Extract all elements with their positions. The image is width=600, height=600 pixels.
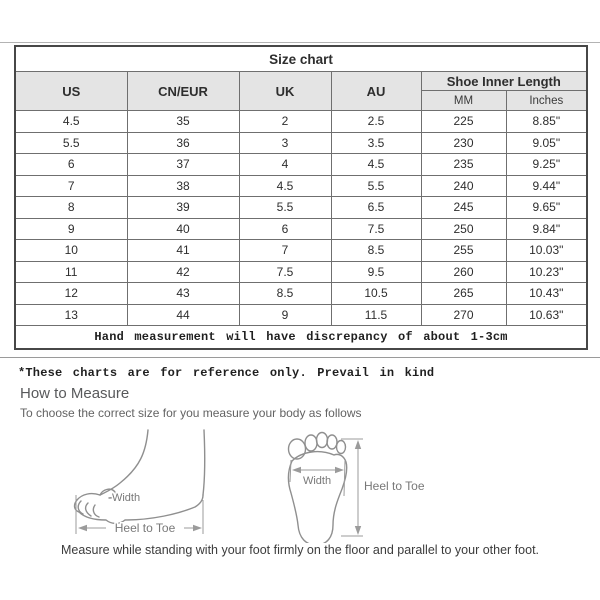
size-cell: 11.5 (331, 304, 421, 326)
how-to-measure-title: How to Measure (20, 385, 130, 402)
size-cell: 8.85" (506, 111, 587, 133)
table-row (15, 283, 587, 305)
table-header-row (15, 72, 587, 91)
size-cell: 7.5 (239, 261, 331, 283)
size-cell: 43 (127, 283, 239, 305)
size-cell: 250 (421, 218, 506, 240)
size-cell: 245 (421, 197, 506, 219)
divider-top (0, 42, 600, 43)
size-cell: 6 (15, 154, 127, 176)
size-cell: 4.5 (331, 154, 421, 176)
size-cell: 5.5 (239, 197, 331, 219)
size-cell: 39 (127, 197, 239, 219)
size-cell: 7 (239, 240, 331, 262)
size-cell: 5.5 (331, 175, 421, 197)
size-cell: 7 (15, 175, 127, 197)
size-table-body (15, 111, 587, 326)
size-cell: 44 (127, 304, 239, 326)
size-cell: 255 (421, 240, 506, 262)
size-cell: 41 (127, 240, 239, 262)
size-cell: 9.05" (506, 132, 587, 154)
size-cell: 38 (127, 175, 239, 197)
reference-note: *These charts are for reference only. Prevail in kind (18, 366, 435, 380)
size-cell: 36 (127, 132, 239, 154)
size-cell: 8 (15, 197, 127, 219)
size-cell: 10.43" (506, 283, 587, 305)
how-to-measure-subtitle: To choose the correct size for you measure your body as follows (20, 406, 362, 420)
size-cell: 35 (127, 111, 239, 133)
size-cell: 6.5 (331, 197, 421, 219)
table-title: Size chart (15, 46, 587, 72)
size-cell: 42 (127, 261, 239, 283)
size-cell: 10 (15, 240, 127, 262)
size-cell: 9.84" (506, 218, 587, 240)
size-cell: 235 (421, 154, 506, 176)
table-row (15, 111, 587, 133)
col-header-mm: MM (421, 91, 506, 111)
footprint-diagram (288, 433, 346, 544)
col-header-inner-length: Shoe Inner Length (421, 72, 587, 91)
footprint-heel-to-toe-label: Heel to Toe (364, 479, 425, 493)
footprint-width-label: Width (302, 475, 332, 487)
size-cell: 2 (239, 111, 331, 133)
size-cell: 4.5 (239, 175, 331, 197)
size-cell: 13 (15, 304, 127, 326)
table-row (15, 304, 587, 326)
size-cell: 40 (127, 218, 239, 240)
table-row (15, 240, 587, 262)
size-cell: 7.5 (331, 218, 421, 240)
size-cell: 4.5 (15, 111, 127, 133)
table-row (15, 175, 587, 197)
size-cell: 6 (239, 218, 331, 240)
size-cell: 240 (421, 175, 506, 197)
size-cell: 225 (421, 111, 506, 133)
table-footnote: Hand measurement will have discrepancy of about 1-3cm (15, 326, 587, 350)
size-cell: 10.23" (506, 261, 587, 283)
size-cell: 270 (421, 304, 506, 326)
col-header-inches: Inches (506, 91, 587, 111)
size-cell: 3.5 (331, 132, 421, 154)
size-cell: 9.25" (506, 154, 587, 176)
size-cell: 2.5 (331, 111, 421, 133)
table-title-row (15, 46, 587, 72)
size-cell: 9.5 (331, 261, 421, 283)
size-cell: 230 (421, 132, 506, 154)
col-header-cn-eur: CN/EUR (127, 72, 239, 111)
col-header-uk: UK (239, 72, 331, 111)
table-row (15, 197, 587, 219)
size-cell: 9.65" (506, 197, 587, 219)
size-cell: 37 (127, 154, 239, 176)
side-width-label: Width (111, 492, 141, 504)
size-cell: 8.5 (239, 283, 331, 305)
footprint-dimension-lines (290, 439, 363, 536)
size-cell: 10.03" (506, 240, 587, 262)
table-row (15, 132, 587, 154)
measure-standing-note: Measure while standing with your foot firmly on the floor and parallel to your other foot. (60, 543, 540, 557)
foot-side-view-diagram (75, 430, 205, 523)
table-row (15, 261, 587, 283)
size-cell: 5.5 (15, 132, 127, 154)
size-cell: 10.63" (506, 304, 587, 326)
size-cell: 9 (239, 304, 331, 326)
size-cell: 12 (15, 283, 127, 305)
size-cell: 4 (239, 154, 331, 176)
size-cell: 260 (421, 261, 506, 283)
table-row (15, 154, 587, 176)
size-cell: 8.5 (331, 240, 421, 262)
table-footnote-row (15, 326, 587, 350)
size-cell: 9.44" (506, 175, 587, 197)
table-row (15, 218, 587, 240)
col-header-us: US (15, 72, 127, 111)
size-cell: 3 (239, 132, 331, 154)
col-header-au: AU (331, 72, 421, 111)
side-heel-to-toe-label: Heel to Toe (114, 521, 176, 535)
size-cell: 265 (421, 283, 506, 305)
divider-bottom (0, 357, 600, 358)
size-chart-table (14, 45, 588, 350)
size-cell: 10.5 (331, 283, 421, 305)
size-cell: 9 (15, 218, 127, 240)
size-cell: 11 (15, 261, 127, 283)
measurement-diagrams (0, 425, 600, 543)
